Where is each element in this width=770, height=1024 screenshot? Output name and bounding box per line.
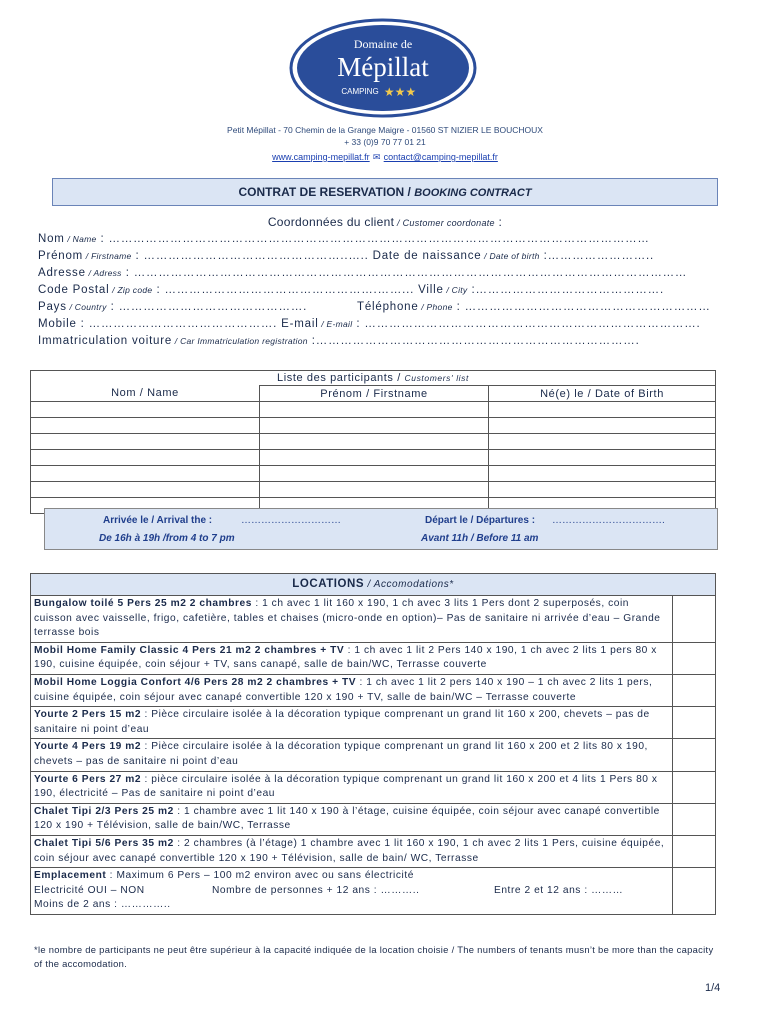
capacity-note: *le nombre de participants ne peut être supérieur à la capacité indiquée de la location choisie / The numbers of tenants musn’t be more than the capacity of the accomodation. [34, 944, 714, 969]
logo-line3: CAMPING [341, 87, 379, 96]
phone: + 33 (0)9 70 77 01 21 [344, 137, 426, 147]
col-nom: Nom / Name [31, 386, 260, 402]
camping-logo [288, 18, 478, 118]
label-cp-en: / Zip code [109, 285, 153, 295]
participants-caption [31, 371, 716, 386]
dots-mobile: : ………………………………………. [76, 318, 282, 330]
customer-heading-fr: Coordonnées du client [267, 215, 395, 229]
location-text: : pièce circulaire isolée à la décoration typique comprenant un grand lit 160 x 200 et 4 lits 1 Pers 80 x 190, électricité – Pas de sanitaire ni point d’eau [34, 773, 658, 800]
location-checkbox[interactable] [673, 835, 716, 867]
field-prenom[interactable] [38, 250, 654, 262]
label-cp: Code Postal [38, 284, 110, 296]
cell-input[interactable] [31, 402, 260, 418]
departure-time: Avant 11h / Before 11 am [421, 533, 539, 544]
location-row-emplacement [31, 868, 716, 915]
locations-heading-en: / Accomodations* [364, 579, 454, 590]
field-immatriculation[interactable] [38, 335, 640, 347]
arrival-time: De 16h à 19h /from 4 to 7 pm [99, 533, 235, 544]
label-pays: Pays [38, 301, 67, 313]
emplacement-infants[interactable]: Moins de 2 ans : ………….. [34, 899, 171, 911]
dots-cp: : …………………………………………….……... [152, 284, 419, 296]
location-row [31, 707, 716, 739]
location-text: : Pièce circulaire isolée à la décoration typique comprenant un grand lit 160 x 200, chevets – pas de sanitaire ni point d’eau [34, 709, 650, 735]
location-desc [31, 642, 673, 674]
label-ville: Ville [418, 284, 444, 296]
location-desc [31, 674, 673, 706]
dots-immat: :……………………………………………………………………. [307, 335, 640, 347]
email-link[interactable]: contact@camping-mepillat.fr [383, 152, 498, 162]
label-adresse: Adresse [38, 267, 86, 279]
dots-tel: : …………………………………………………… [452, 301, 711, 313]
col-dob: Né(e) le / Date of Birth [489, 386, 716, 402]
customer-heading-colon: : [494, 215, 503, 229]
logo-line2: Mépillat [337, 52, 429, 82]
location-desc [31, 707, 673, 739]
location-text: : 1 chambre avec 1 lit 140 x 190 à l’étage, cuisine équipée, coin séjour avec canapé convertible 120 x 190 + Télévision, salle de bain/WC, Terrasse [34, 805, 660, 832]
table-row [31, 418, 716, 434]
location-row [31, 642, 716, 674]
emplacement-electricity[interactable]: Electricité OUI – NON [34, 884, 145, 896]
locations-table [30, 573, 716, 915]
location-checkbox[interactable] [673, 674, 716, 706]
dots-email: : ………………………………………………………………………. [352, 318, 701, 330]
location-checkbox[interactable] [673, 707, 716, 739]
label-email: E-mail [281, 318, 319, 330]
cell-input[interactable] [260, 434, 489, 450]
label-tel: Téléphone [357, 301, 419, 313]
contract-title [52, 178, 718, 206]
location-name: Mobil Home Loggia Confort 4/6 Pers 28 m2 2 chambres + TV [34, 676, 357, 688]
participants-caption-en: Customers' list [404, 373, 469, 383]
emplacement-name: Emplacement [34, 870, 107, 882]
cell-input[interactable] [260, 418, 489, 434]
location-name: Mobil Home Family Classic 4 Pers 21 m2 2 chambres + TV [34, 644, 345, 656]
location-desc [31, 835, 673, 867]
location-checkbox[interactable] [673, 642, 716, 674]
emplacement-children[interactable]: Entre 2 et 12 ans : ……… [494, 884, 624, 896]
location-text: : 1 ch avec 1 lit 160 x 190, 1 ch avec 3 lits 1 Pers dont 2 superposés, coin cuisson avec vaisselle, frigo, cafetière, tables et chaises (micro-onde en option)– Pas de sanitaire ni arrivée d’eau – Grande terrasse bois [34, 598, 661, 639]
website-link[interactable]: www.camping-mepillat.fr [272, 152, 370, 162]
dots-prenom: : …………………………………………..….. [131, 250, 373, 262]
label-mobile: Mobile [38, 318, 77, 330]
cell-input[interactable] [489, 402, 716, 418]
location-name: Chalet Tipi 2/3 Pers 25 m2 [34, 805, 174, 817]
table-row [31, 466, 716, 482]
logo-line1: Domaine de [353, 37, 413, 51]
label-prenom: Prénom [38, 250, 84, 262]
label-tel-en: / Phone [418, 302, 453, 312]
customer-heading [0, 215, 770, 229]
logo-stars: ★★★ [383, 85, 417, 99]
location-name: Chalet Tipi 5/6 Pers 35 m2 [34, 837, 174, 849]
location-desc [31, 596, 673, 643]
table-row [31, 482, 716, 498]
label-adresse-en: / Adress [85, 268, 122, 278]
location-checkbox[interactable] [673, 803, 716, 835]
cell-input[interactable] [489, 466, 716, 482]
location-text: : 2 chambres (à l’étage) 1 chambre avec 1 lit 160 x 190, 1 ch avec 2 lits 1 Pers, cuisine équipée, coin séjour avec canapé convertible 120 x 190 + Télévision, salle de bain/ WC, Terrasse [34, 837, 665, 864]
label-email-en: / E-mail [318, 319, 353, 329]
location-desc [31, 739, 673, 771]
location-checkbox[interactable] [673, 868, 716, 915]
label-pays-en: / Country [66, 302, 107, 312]
location-checkbox[interactable] [673, 739, 716, 771]
address: Petit Mépillat - 70 Chemin de la Grange Maigre - 01560 ST NIZIER LE BOUCHOUX [227, 125, 543, 135]
location-text: : Pièce circulaire isolée à la décoration typique comprenant un grand lit 160 x 200 et 2 lits 80 x 190, chevets – pas de sanitaire ni point d’eau [34, 741, 648, 767]
field-pays[interactable] [38, 301, 307, 313]
location-text: : 1 ch avec 1 lit 2 Pers 140 x 190, 1 ch avec 2 lits 1 pers 80 x 190, cuisine équipée, coin séjour + TV, sans canapé, salle de bain/WC, Terrasse couverte [34, 644, 657, 671]
arrival-departure-box [44, 508, 718, 550]
cell-input[interactable] [31, 418, 260, 434]
field-code-postal[interactable] [38, 284, 664, 296]
departure-date-input[interactable]: ……………………………. [552, 515, 665, 526]
header-links [0, 152, 770, 163]
label-immat-en: / Car Immatriculation registration [172, 336, 308, 346]
locations-heading-fr: LOCATIONS [292, 578, 365, 590]
arrival-label: Arrivée le / Arrival the : [103, 515, 213, 526]
location-name: Yourte 6 Pers 27 m2 [34, 773, 142, 785]
cell-input[interactable] [489, 434, 716, 450]
label-ville-en: / City [443, 285, 468, 295]
location-desc [31, 803, 673, 835]
location-name: Yourte 2 Pers 15 m2 [34, 709, 142, 721]
col-prenom: Prénom / Firstname [260, 386, 489, 402]
departure-label: Départ le / Départures : [425, 515, 536, 526]
header-address-block [0, 124, 770, 148]
location-name: Bungalow toilé 5 Pers 25 m2 2 chambres [34, 598, 252, 609]
cell-input[interactable] [31, 466, 260, 482]
field-mobile[interactable] [38, 318, 701, 330]
field-adresse[interactable] [38, 267, 687, 279]
location-checkbox[interactable] [673, 596, 716, 643]
location-row [31, 803, 716, 835]
label-prenom-en: / Firstname [83, 251, 132, 261]
envelope-icon: ✉ [372, 152, 381, 162]
dots-nom: : …………………………………………………………………………………………………………………… [96, 233, 650, 245]
dots-dob: :…………………….. [539, 250, 655, 262]
cell-input[interactable] [260, 450, 489, 466]
label-nom-en: / Name [64, 234, 97, 244]
cell-input[interactable] [260, 402, 489, 418]
label-dob-en: / Date of birth [481, 251, 540, 261]
location-row [31, 674, 716, 706]
field-nom[interactable] [38, 233, 650, 245]
location-text: : 1 ch avec 1 lit 2 pers 140 x 190 – 1 ch avec 2 lits 1 pers, cuisine équipée, coin séjour avec canapé convertible 120 x 190 + TV, salle de bain/WC – Terrasse couverte [34, 676, 653, 703]
location-checkbox[interactable] [673, 771, 716, 803]
dots-adresse: : ……………………………………………………………………………………………………………………… [121, 267, 688, 279]
table-row [31, 402, 716, 418]
cell-input[interactable] [489, 418, 716, 434]
label-immat: Immatriculation voiture [38, 335, 173, 347]
table-row [31, 434, 716, 450]
cell-input[interactable] [260, 482, 489, 498]
dots-ville: :………………………………………. [467, 284, 664, 296]
cell-input[interactable] [489, 450, 716, 466]
emplacement-desc [31, 868, 673, 915]
customer-heading-en: / Customer coordonate [394, 218, 495, 228]
field-telephone[interactable] [357, 301, 711, 313]
cell-input[interactable] [31, 450, 260, 466]
dots-pays: : ………………………………………. [106, 301, 308, 313]
table-row [31, 450, 716, 466]
title-fr: CONTRAT DE RESERVATION / [238, 185, 415, 199]
locations-heading [31, 574, 716, 596]
location-row [31, 596, 716, 643]
participants-caption-fr: Liste des participants / [277, 372, 405, 384]
location-row [31, 771, 716, 803]
label-nom: Nom [38, 233, 65, 245]
location-row [31, 739, 716, 771]
title-en: BOOKING CONTRACT [414, 187, 532, 199]
cell-input[interactable] [489, 482, 716, 498]
label-dob: Date de naissance [372, 250, 482, 262]
location-name: Yourte 4 Pers 19 m2 [34, 741, 142, 753]
cell-input[interactable] [31, 482, 260, 498]
participants-table [30, 370, 716, 514]
emplacement-nb-persons[interactable]: Nombre de personnes + 12 ans : ……….. [212, 884, 420, 896]
page-number: 1/4 [705, 982, 721, 994]
location-desc [31, 771, 673, 803]
cell-input[interactable] [31, 434, 260, 450]
cell-input[interactable] [260, 466, 489, 482]
arrival-date-input[interactable]: ………………………… [241, 515, 341, 526]
emplacement-line1: : Maximum 6 Pers – 100 m2 environ avec ou sans électricité [106, 870, 414, 882]
location-row [31, 835, 716, 867]
